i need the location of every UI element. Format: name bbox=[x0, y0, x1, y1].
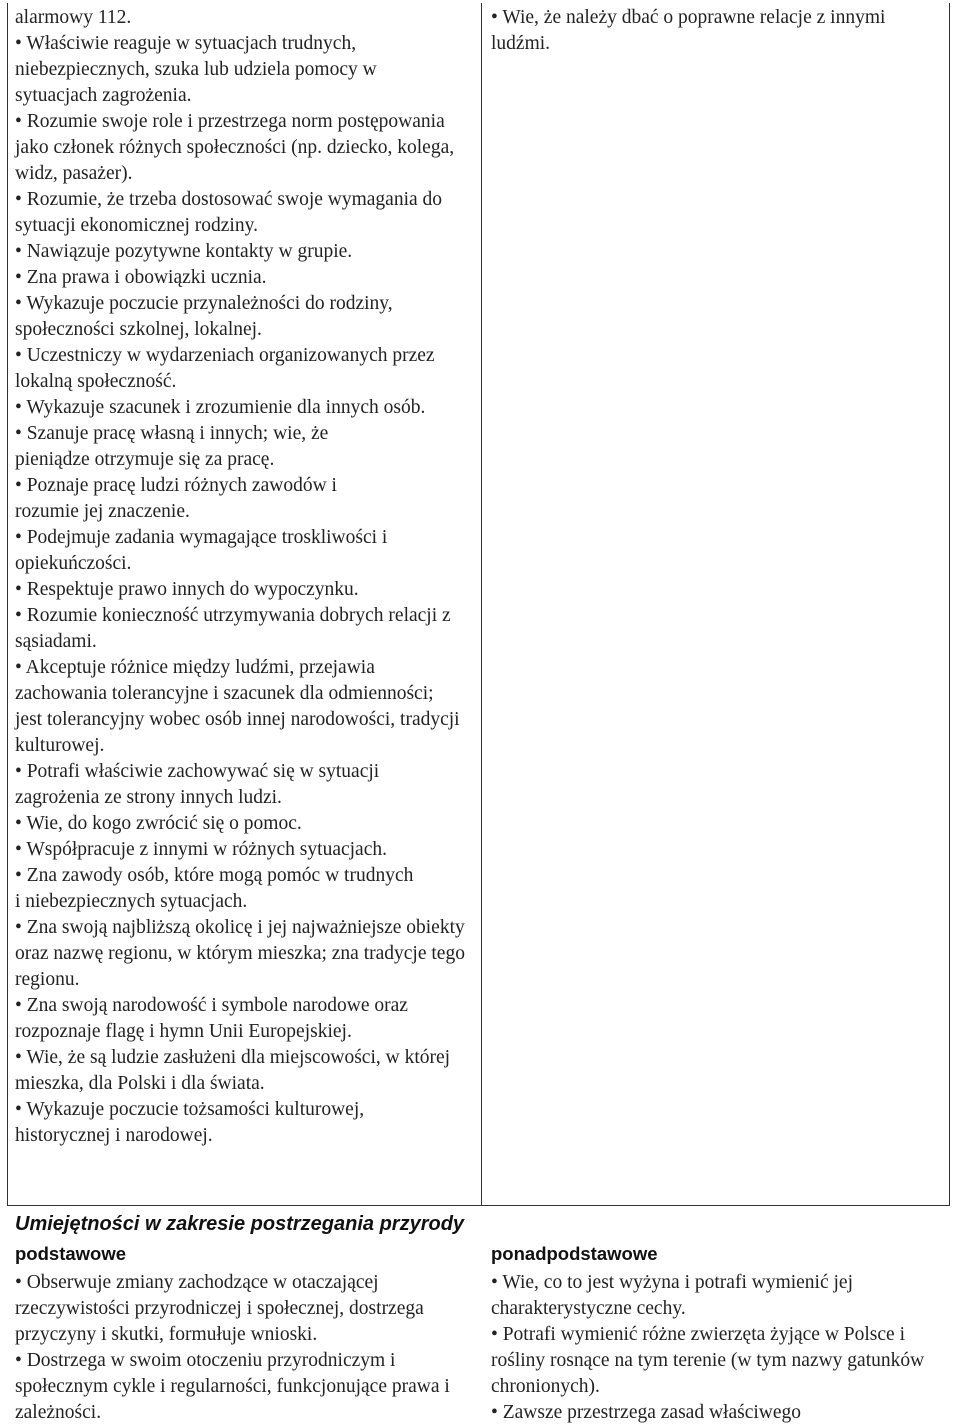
table-border-bottom bbox=[7, 1205, 950, 1206]
table-border-right bbox=[949, 3, 950, 1206]
list-item: • Zna swoją narodowość i symbole narodowe oraz rozpoznaje flagę i hymn Unii Europejskiej. bbox=[15, 995, 408, 1042]
list-item: • Nawiązuje pozytywne kontakty w grupie. bbox=[15, 241, 353, 262]
list-item: • Wie, że należy dbać o poprawne relacje z innymi ludźmi. bbox=[491, 7, 886, 54]
list-item: • Uczestniczy w wydarzeniach organizowanych przez lokalną społeczność. bbox=[15, 345, 435, 392]
column-header-basic: podstawowe bbox=[15, 1243, 127, 1264]
list-item: • Zna swoją najbliższą okolicę i jej najważniejsze obiekty oraz nazwę regionu, w którym mieszka; zna tradycje tego regionu. bbox=[15, 917, 465, 990]
list-item: • Współpracuje z innymi w różnych sytuacjach. bbox=[15, 839, 387, 860]
section-left-cell bbox=[15, 1270, 477, 1426]
list-item: • Zawsze przestrzega zasad właściwego bbox=[491, 1402, 802, 1423]
list-item: • Zna zawody osób, które mogą pomóc w trudnych i niebezpiecznych sytuacjach. bbox=[15, 865, 414, 912]
column-header-advanced: ponadpodstawowe bbox=[491, 1243, 658, 1264]
list-item: • Właściwie reaguje w sytuacjach trudnych, niebezpiecznych, szuka lub udziela pomocy w sytuacjach zagrożenia. bbox=[15, 33, 377, 106]
list-item: • Rozumie swoje role i przestrzega norm postępowania jako członek różnych społeczności (np. dziecko, kolega, widz, pasażer). bbox=[15, 111, 455, 184]
list-item: • Podejmuje zadania wymagające troskliwości i opiekuńczości. bbox=[15, 527, 388, 574]
list-item: • Wie, co to jest wyżyna i potrafi wymienić jej charakterystyczne cechy. bbox=[491, 1272, 853, 1319]
list-item: • Szanuje pracę własną i innych; wie, że pieniądze otrzymuje się za pracę. bbox=[15, 423, 329, 470]
list-item: • Wykazuje szacunek i zrozumienie dla innych osób. bbox=[15, 397, 426, 418]
top-right-cell bbox=[491, 5, 911, 57]
table-column-divider bbox=[481, 3, 482, 1206]
list-item: • Dostrzega w swoim otoczeniu przyrodniczym i społecznym cykle i regularności, funkcjonujące prawa i zależności. bbox=[15, 1350, 450, 1423]
list-item: • Potrafi wymienić różne zwierzęta żyjące w Polsce i rośliny rosnące na tym terenie (w tym nazwy gatunków chronionych). bbox=[491, 1324, 925, 1397]
table-border-left bbox=[7, 3, 8, 1206]
list-item: • Rozumie konieczność utrzymywania dobrych relacji z sąsiadami. bbox=[15, 605, 451, 652]
top-left-cell bbox=[15, 5, 477, 1149]
list-item: • Wie, że są ludzie zasłużeni dla miejscowości, w której mieszka, dla Polski i dla świata. bbox=[15, 1047, 451, 1094]
list-item: • Potrafi właściwie zachowywać się w sytuacji zagrożenia ze strony innych ludzi. bbox=[15, 761, 380, 808]
list-item: • Wie, do kogo zwrócić się o pomoc. bbox=[15, 813, 302, 834]
list-item: • Wykazuje poczucie tożsamości kulturowej, historycznej i narodowej. bbox=[15, 1099, 365, 1146]
list-item: • Wykazuje poczucie przynależności do rodziny, społeczności szkolnej, lokalnej. bbox=[15, 293, 393, 340]
list-item: • Akceptuje różnice między ludźmi, przejawia zachowania tolerancyjne i szacunek dla odmienności; jest tolerancyjny wobec osób innej narodowości, tradycji kulturowej. bbox=[15, 657, 460, 756]
section-right-cell bbox=[491, 1270, 931, 1426]
list-item: alarmowy 112. bbox=[15, 7, 132, 28]
list-item: • Zna prawa i obowiązki ucznia. bbox=[15, 267, 267, 288]
list-item: • Poznaje pracę ludzi różnych zawodów i rozumie jej znaczenie. bbox=[15, 475, 337, 522]
list-item: • Rozumie, że trzeba dostosować swoje wymagania do sytuacji ekonomicznej rodziny. bbox=[15, 189, 443, 236]
list-item: • Respektuje prawo innych do wypoczynku. bbox=[15, 579, 359, 600]
list-item: • Obserwuje zmiany zachodzące w otaczającej rzeczywistości przyrodniczej i społecznej, dostrzega przyczyny i skutki, formułuje wnioski. bbox=[15, 1272, 424, 1345]
section-title: Umiejętności w zakresie postrzegania przyrody bbox=[15, 1213, 465, 1235]
